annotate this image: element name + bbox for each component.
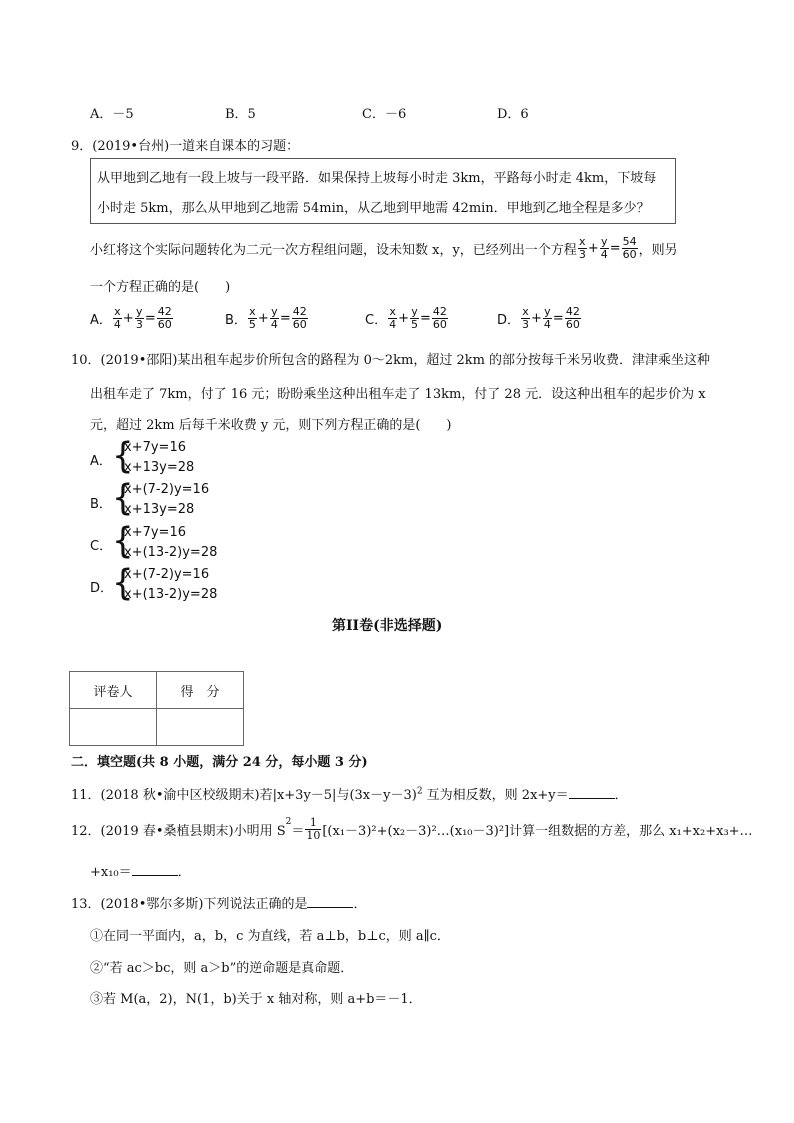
q9-c-d2: 5 [410,317,418,331]
q9-b-n2: y [271,305,278,318]
q12-line-2-text: +x₁₀＝ [90,865,132,880]
q10-option-d-label: D． [90,581,114,596]
q9-c-n2: y [411,305,418,318]
q9-b-d2: 4 [270,317,278,331]
q9-d-n2: y [544,305,551,318]
q11-text-b: 互为相反数，则 2x+y＝ [422,788,569,803]
q11-exponent: 2 [416,786,423,797]
q9-option-b: B． $\frac{x}{5}$ + $\frac{y}{4}$ = $\frac{42}{60}$ [225,305,307,331]
q9-c-n1: x [389,305,396,318]
q9-b-d1: 5 [248,317,256,331]
q9-d-d3: 60 [565,317,580,331]
brace-icon: { [112,520,134,562]
brace-icon: { [112,435,134,477]
q10-line-3: 元，超过 2km 后每千米收费 y 元，则下列方程正确的是( ) [90,418,452,433]
q11-answer-blank[interactable] [569,786,615,799]
q12-answer-blank[interactable] [132,863,178,876]
q13-item-2: ②“若 ac＞bc，则 a＞b”的逆命题是真命题． [90,961,354,976]
q10-d-eq2: x+(13-2)y=28 [124,587,218,602]
q12-body: [(x₁－3)²+(x₂－3)²…(x₁₀－3)²]计算一组数据的方差，那么 x₁+x₂+x₃+… [322,823,753,839]
q8-option-d: D．6 [497,107,529,122]
q9-line-3-text: 小红将这个实际问题转化为二元一次方程组问题，设未知数 x，y，已经列出一个方程 [90,242,577,258]
q13-end: ． [353,897,367,912]
score-table-header-score: 得 分 [157,672,244,709]
score-table-header-grader: 评卷人 [70,672,157,709]
q9-a-n2: y [136,305,143,318]
q9-given-n1: x [579,235,586,248]
q9-option-d-label: D． [497,312,521,328]
q12-line-2 [90,861,191,880]
q11-end: ． [614,788,628,803]
q10-c-eq1: x+7y=16 [124,525,186,540]
q9-d-d2: 4 [543,317,551,331]
q9-given-d3: 60 [622,247,637,261]
q13-item-1: ①在同一平面内，a，b，c 为直线，若 a⊥b，b⊥c，则 a∥c． [90,929,450,944]
q9-line-3 [90,236,678,260]
q9-c-d3: 60 [432,317,447,331]
q10-option-a-label: A． [90,454,112,469]
q11-text-a: 11．(2018 秋•渝中区校级期末)若|x+3y－5|与(3x－y－3) [71,788,417,803]
q11 [71,784,628,803]
section2-title: 二．填空题(共 8 小题，满分 24 分，每小题 3 分) [71,755,368,770]
q9-d-n3: 42 [565,305,580,318]
q12-frac-n: 1 [305,817,321,830]
q12-end: ． [177,865,191,880]
score-table [69,671,244,746]
q9-given-equation: $\frac{x}{3}$ + $\frac{y}{4}$ = $\frac{54}{60}$ [578,235,637,261]
q9-problem-box [90,158,676,224]
q9-option-a: A． $\frac{x}{4}$ + $\frac{y}{3}$ = $\frac{42}{60}$ [90,305,172,331]
q9-a-n3: 42 [157,305,172,318]
q9-a-n1: x [114,305,121,318]
q9-a-d1: 4 [113,317,121,331]
q13-answer-blank[interactable] [307,895,353,908]
q9-option-c: C． $\frac{x}{4}$ + $\frac{y}{5}$ = $\frac{42}{60}$ [365,305,447,331]
q10-line-1: 10．(2019•邵阳)某出租车起步价所包含的路程为 0～2km，超过 2km 的部分按每千米另收费．津津乘坐这种 [71,353,711,368]
q8-option-a: A．－5 [90,107,134,122]
q9-c-d1: 4 [389,317,397,331]
q9-line-4: 一个方程正确的是( ) [90,280,231,295]
q10-line-2: 出租车走了 7km，付了 16 元；盼盼乘坐这种出租车走了 13km，付了 28 元．设这种出租车的起步价为 x [90,387,706,402]
q9-d-n1: x [522,305,529,318]
q10-d-eq1: x+(7-2)y=16 [124,567,210,582]
q9-c-n3: 42 [432,305,447,318]
q12-line-1 [71,817,753,841]
q10-option-c-label: C． [90,539,113,554]
q10-option-b-label: B． [90,497,112,512]
score-table-cell-score [157,709,244,746]
q9-given-n3: 54 [622,235,637,248]
q9-option-c-label: C． [365,312,388,328]
q9-option-a-label: A． [90,312,112,328]
q9-b-n1: x [249,305,256,318]
score-table-cell-grader [70,709,157,746]
q9-option-b-label: B． [225,312,247,328]
part2-title: 第II卷(非选择题) [332,618,443,634]
q10-b-eq2: x+13y=28 [124,502,195,517]
q9-stem: 9．(2019•台州)一道来自课本的习题： [71,139,300,154]
q10-a-eq1: x+7y=16 [124,440,186,455]
q10-a-eq2: x+13y=28 [124,460,195,475]
q10-c-eq2: x+(13-2)y=28 [124,545,218,560]
q9-given-d1: 3 [578,247,586,261]
q9-b-d3: 60 [292,317,307,331]
q9-box-line-1: 从甲地到乙地有一段上坡与一段平路．如果保持上坡每小时走 3km，平路每小时走 4km，下坡每 [97,171,657,186]
q9-box-line-2: 小时走 5km，那么从甲地到乙地需 54min，从乙地到甲地需 42min．甲地到乙地全程是多少？ [97,201,650,216]
q9-a-d3: 60 [157,317,172,331]
q13-stem [71,893,366,912]
q9-given-n2: y [600,235,608,248]
q8-option-b: B．5 [225,107,256,122]
q9-d-d1: 3 [522,317,530,331]
brace-icon: { [112,477,134,519]
q13-stem-text: 13．(2018•鄂尔多斯)下列说法正确的是 [71,897,308,912]
q9-a-d2: 3 [135,317,143,331]
q12-prefix: 12．(2019 春•桑植县期末)小明用 S [71,823,286,839]
q12-frac-d: 10 [306,828,321,842]
q12-eq: ＝ [291,823,305,839]
q9-b-n3: 42 [292,305,307,318]
q9-given-d2: 4 [600,247,608,261]
brace-icon: { [112,562,134,604]
q8-option-c: C．－6 [362,107,407,122]
q9-option-d: D． $\frac{x}{3}$ + $\frac{y}{4}$ = $\frac{42}{60}$ [497,305,580,331]
q9-line-3-end: ，则另 [638,242,678,258]
q12-exponent: 2 [285,817,292,827]
q13-item-3: ③若 M(a，2)，N(1，b)关于 x 轴对称，则 a+b＝－1． [90,992,422,1007]
q10-b-eq1: x+(7-2)y=16 [124,482,210,497]
